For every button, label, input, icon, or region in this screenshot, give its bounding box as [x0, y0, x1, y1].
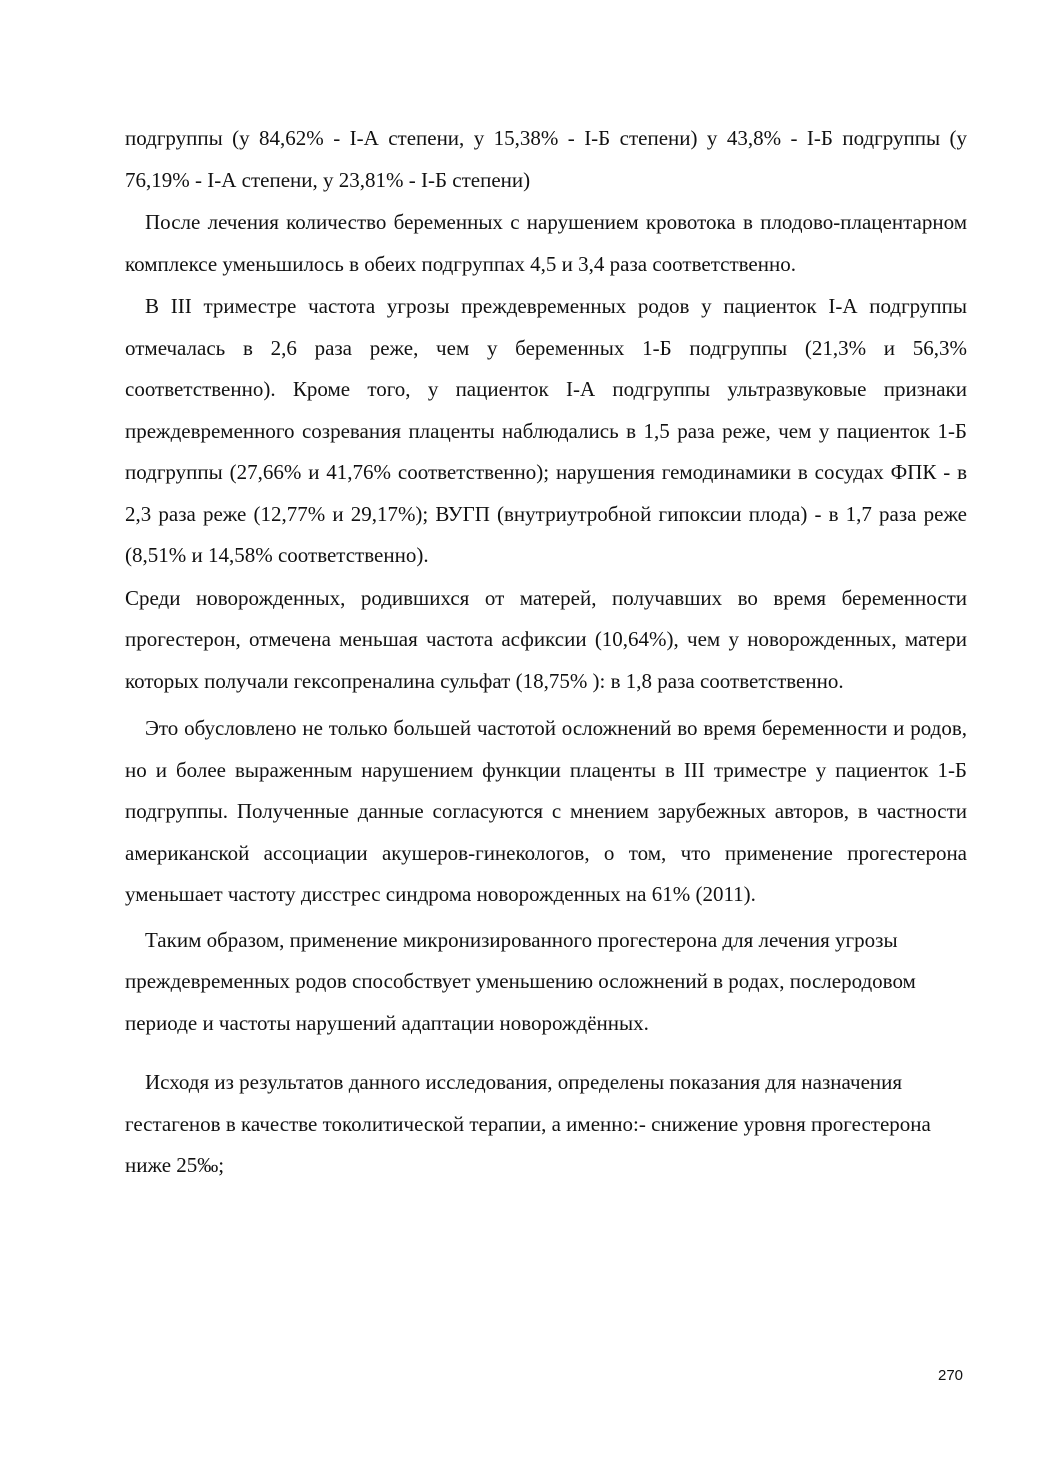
paragraph-third-trimester: В III триместре частота угрозы преждевременных родов у пациенток I-А подгруппы отмечалась в 2,6 раза реже, чем у беременных 1-Б подгруппы (21,3% и 56,3% соответственно). Кроме того, у пациенток I-А подгруппы ультразвуковые признаки преждевременного созревания плаценты наблюдались в 1,5 раза реже, чем у пациенток 1-Б подгруппы (27,66% и 41,76% соответственно); нарушения гемодинамики в сосудах ФПК - в 2,3 раза реже (12,77% и 29,17%); ВУГП (внутриутробной гипоксии плода) - в 1,7 раза реже (8,51% и 14,58% соответственно).: [125, 294, 967, 567]
document-page: [125, 118, 967, 1187]
page-number: 270: [938, 1367, 964, 1384]
paragraph-conclusion: Таким образом, применение микронизированного прогестерона для лечения угрозы преждевременных родов способствует уменьшению осложнений в родах, послеродовом периоде и частоты нарушений адаптации новорождённых.: [125, 927, 916, 1035]
paragraph-newborns: Среди новорожденных, родившихся от матерей, получавших во время беременности прогестерон, отмечена меньшая частота асфиксии (10,64%), чем у новорожденных, матери которых получали гексопреналина сульфат (18,75% ): в 1,8 раза соответственно.: [125, 585, 967, 693]
paragraph-indications: Исходя из результатов данного исследования, определены показания для назначения гестагенов в качестве токолитической терапии, а именно:- снижение уровня прогестерона ниже 25‰;: [125, 1070, 931, 1177]
paragraph-subgroup-stats: подгруппы (у 84,62% - I-А степени, у 15,38% - I-Б степени) у 43,8% - I-Б подгруппы (у 76,19% - I-А степени, у 23,81% - I-Б степени): [125, 126, 967, 192]
paragraph-explanation: Это обусловлено не только большей частотой осложнений во время беременности и родов, но и более выраженным нарушением функции плаценты в III триместре у пациенток 1-Б подгруппы. Полученные данные согласуются с мнением зарубежных авторов, в частности американской ассоциации акушеров-гинекологов, о том, что применение прогестерона уменьшает частоту дисстрес синдрома новорожденных на 61% (2011).: [125, 716, 967, 906]
paragraph-after-treatment: После лечения количество беременных с нарушением кровотока в плодово-плацентарном комплексе уменьшилось в обеих подгруппах 4,5 и 3,4 раза соответственно.: [125, 210, 967, 276]
